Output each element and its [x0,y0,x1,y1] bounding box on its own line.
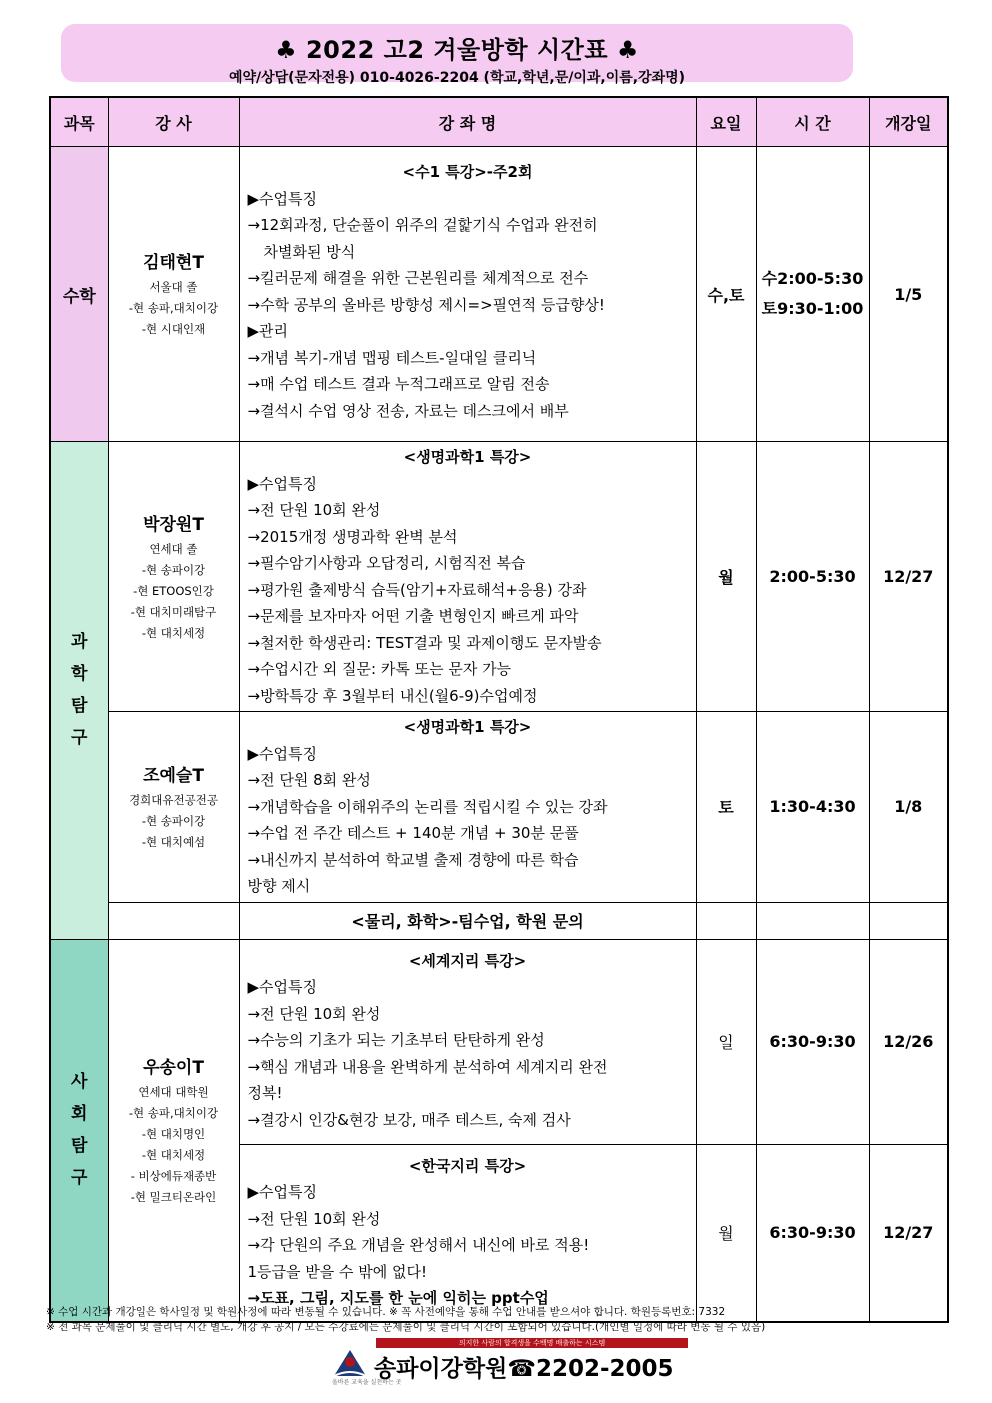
subject-char: 사 [71,1072,88,1093]
course-cell [239,1144,696,1322]
header-subject: 과목 [50,97,108,147]
footnote: ※ 수업 시간과 개강일은 학사일정 및 학원사정에 따라 변동될 수 있습니다. ※ 꼭 사전예약을 통해 수업 안내를 받으셔야 합니다. 학원등록번호: 7332 [46,1306,726,1318]
teacher-bio: -현 시대인재 [141,322,206,336]
course-line: →결석시 수업 영상 전송, 자료는 데스크에서 배부 [247,401,569,420]
course-line: ▶수업특징 [247,474,317,493]
course-line: ▶관리 [247,322,289,340]
course-title: <세계지리 특강> [408,951,527,970]
teacher-bio: - 비상에듀재종반 [130,1168,217,1183]
course-line: →수학 공부의 올바른 방향성 제시=>필연적 등급향상! [247,295,605,314]
course-line: →필수암기사항과 오답정리, 시험직전 복습 [247,554,526,572]
time-cell: 6:30-9:30 [756,939,869,1144]
teacher-bio: -현 송파,대치이강 [128,1105,219,1120]
course-line: →개념학습을 이해위주의 논리를 적립시킬 수 있는 강좌 [247,797,608,816]
start-cell: 1/8 [869,712,948,903]
subject-math: 수학 [50,147,108,442]
course-line: →내신까지 분석하여 학교별 출제 경향에 따른 학습 [247,850,579,869]
course-cell [239,939,696,1144]
footnotes [46,1305,765,1335]
day-cell: 월 [696,442,756,712]
start-cell: 12/26 [869,939,948,1144]
page-title: ♣ 2022 고2 겨울방학 시간표 ♣ [275,36,639,64]
time-cell [756,147,869,442]
course-cell [239,712,696,903]
course-cell [239,147,696,442]
teacher-name: 우송이T [143,1057,204,1078]
day-cell: 월 [696,1144,756,1322]
empty-cell [108,902,239,939]
time-cell: 1:30-4:30 [756,712,869,903]
course-line: →2015개정 생명과학 완벽 분석 [247,527,458,546]
teacher-name: 김태현T [143,253,204,273]
teacher-cell [108,712,239,903]
day-cell: 토 [696,712,756,903]
time-cell: 6:30-9:30 [756,1144,869,1322]
teacher-bio: -현 송파이강 [141,813,206,828]
title-banner [61,24,853,86]
day-cell: 수,토 [696,147,756,442]
header-day: 요일 [696,97,756,147]
course-line: →방학특강 후 3월부터 내신(월6-9)수업예정 [247,686,538,705]
teacher-cell [108,939,239,1322]
course-line: →전 단원 8회 완성 [247,771,371,789]
course-line: →수업 전 주간 테스트 + 140분 개념 + 30분 문풀 [247,824,579,842]
course-title: <생명과학1 특강> [403,448,532,466]
course-line: ▶수업특징 [247,978,317,996]
course-title: <수1 특강>-주2회 [402,163,533,181]
teacher-bio: -현 대치예섬 [141,834,206,849]
teacher-bio: -현 밀크티온라인 [130,1189,217,1204]
teacher-bio: 연세대 대학원 [138,1084,209,1099]
header-teacher: 강 사 [108,97,239,147]
course-line: →개념 복기-개념 맵핑 테스트-일대일 클리닉 [247,348,537,367]
course-line: 정복! [247,1084,283,1102]
subject-char: 회 [71,1104,88,1125]
teacher-cell [108,442,239,712]
subject-char: 과 [71,632,88,653]
empty-cell [869,902,948,939]
teacher-bio: -현 대치미래탐구 [130,604,217,619]
course-line: →킬러문제 해결을 위한 근본원리를 체계적으로 전수 [247,269,589,287]
subject-social [50,939,108,1322]
course-line: →도표, 그림, 지도를 한 눈에 익히는 ppt수업 [247,1289,549,1307]
teacher-name: 박장원T [143,514,204,535]
teacher-bio: -현 대치세정 [141,1147,206,1162]
course-line: →전 단원 10회 완성 [247,501,381,519]
academy-name-phone: 송파이강학원☎2202-2005 [374,1356,674,1382]
subject-char: 구 [71,728,88,749]
start-cell: 12/27 [869,1144,948,1322]
course-title: <한국지리 특강> [408,1156,527,1175]
teacher-bio: -현 송파이강 [141,562,206,577]
table-row [50,442,948,712]
course-line: →평가원 출제방식 습득(암기+자료해석+응용) 강좌 [247,580,587,599]
time-cell: 2:00-5:30 [756,442,869,712]
course-line: 차별화된 방식 [263,242,356,261]
teacher-bio: 연세대 졸 [149,541,198,556]
table-row [50,712,948,903]
header-course: 강 좌 명 [239,97,696,147]
course-cell [239,442,696,712]
teacher-cell [108,147,239,442]
course-line: ▶수업특징 [247,189,317,208]
course-line: ▶수업특징 [247,744,317,763]
subject-science [50,442,108,940]
teacher-name: 조예슬T [143,765,204,786]
subject-char: 구 [71,1168,88,1189]
time-line: 수2:00-5:30 [761,269,864,288]
teacher-bio: 경희대유전공전공 [129,792,218,807]
course-line: →핵심 개념과 내용을 완벽하게 분석하여 세계지리 완전 [247,1057,608,1076]
header-start: 개강일 [869,97,948,147]
time-line: 토9:30-1:00 [761,299,864,318]
physics-chemistry-note: <물리, 화학>-팀수업, 학원 문의 [239,902,696,939]
table-row [50,939,948,1144]
course-line: →결강시 인강&현강 보강, 매주 테스트, 숙제 검사 [247,1110,571,1129]
teacher-bio: -현 대치세정 [141,625,206,640]
table-row [50,902,948,939]
empty-cell [696,902,756,939]
table-row [50,147,948,442]
subject-char: 탐 [71,1136,88,1157]
course-line: →수업시간 외 질문: 카톡 또는 문자 가능 [247,660,512,678]
header-row [50,97,948,147]
teacher-bio: -현 송파,대치이강 [128,301,219,315]
course-line: →각 단원의 주요 개념을 완성해서 내신에 바로 적용! [247,1236,590,1254]
course-line: 1등급을 받을 수 밖에 없다! [247,1262,428,1281]
footer [330,1338,690,1384]
course-line: →수능의 기초가 되는 기초부터 탄탄하게 완성 [247,1031,545,1049]
contact-subtitle: 예약/상담(문자전용) 010-4026-2204 (학교,학년,문/이과,이름,강좌명) [228,70,686,86]
course-line: →전 단원 10회 완성 [247,1004,381,1023]
subject-char: 학 [71,664,88,685]
course-title: <생명과학1 특강> [403,718,532,736]
course-line: →전 단원 10회 완성 [247,1209,381,1228]
course-line: ▶수업특징 [247,1183,317,1201]
course-line: →12회과정, 단순풀이 위주의 겉핥기식 수업과 완전히 [247,216,598,234]
start-cell: 12/27 [869,442,948,712]
day-cell: 일 [696,939,756,1144]
header-time: 시 간 [756,97,869,147]
footnote: ※ 전 과목 문제풀이 및 클리닉 시간 별도, 개강 후 공지 / 모든 수강료에는 문제풀이 및 클리닉 시간이 포함되어 있습니다.(개인별 일정에 따라 변동 될 수 있음) [46,1321,766,1333]
empty-cell [756,902,869,939]
teacher-bio: 서울대 졸 [149,280,198,294]
course-line: 방향 제시 [247,877,311,895]
subject-char: 탐 [71,696,88,717]
course-line: →철저한 학생관리: TEST결과 및 과제이행도 문자발송 [247,633,602,652]
logo-subtext: 올바른 교육을 실천하는 곳 [332,1379,402,1386]
slogan-banner: 의지한 사람의 합격생을 수백명 배출하는 시스템 [376,1338,688,1348]
start-cell: 1/5 [869,147,948,442]
course-line: →매 수업 테스트 결과 누적그래프로 알림 전송 [247,375,550,393]
schedule-table [49,96,949,1323]
teacher-bio: -현 ETOOS인강 [133,583,214,598]
teacher-bio: -현 대치명인 [141,1126,206,1141]
course-line: →문제를 보자마자 어떤 기출 변형인지 빠르게 파악 [247,607,579,625]
